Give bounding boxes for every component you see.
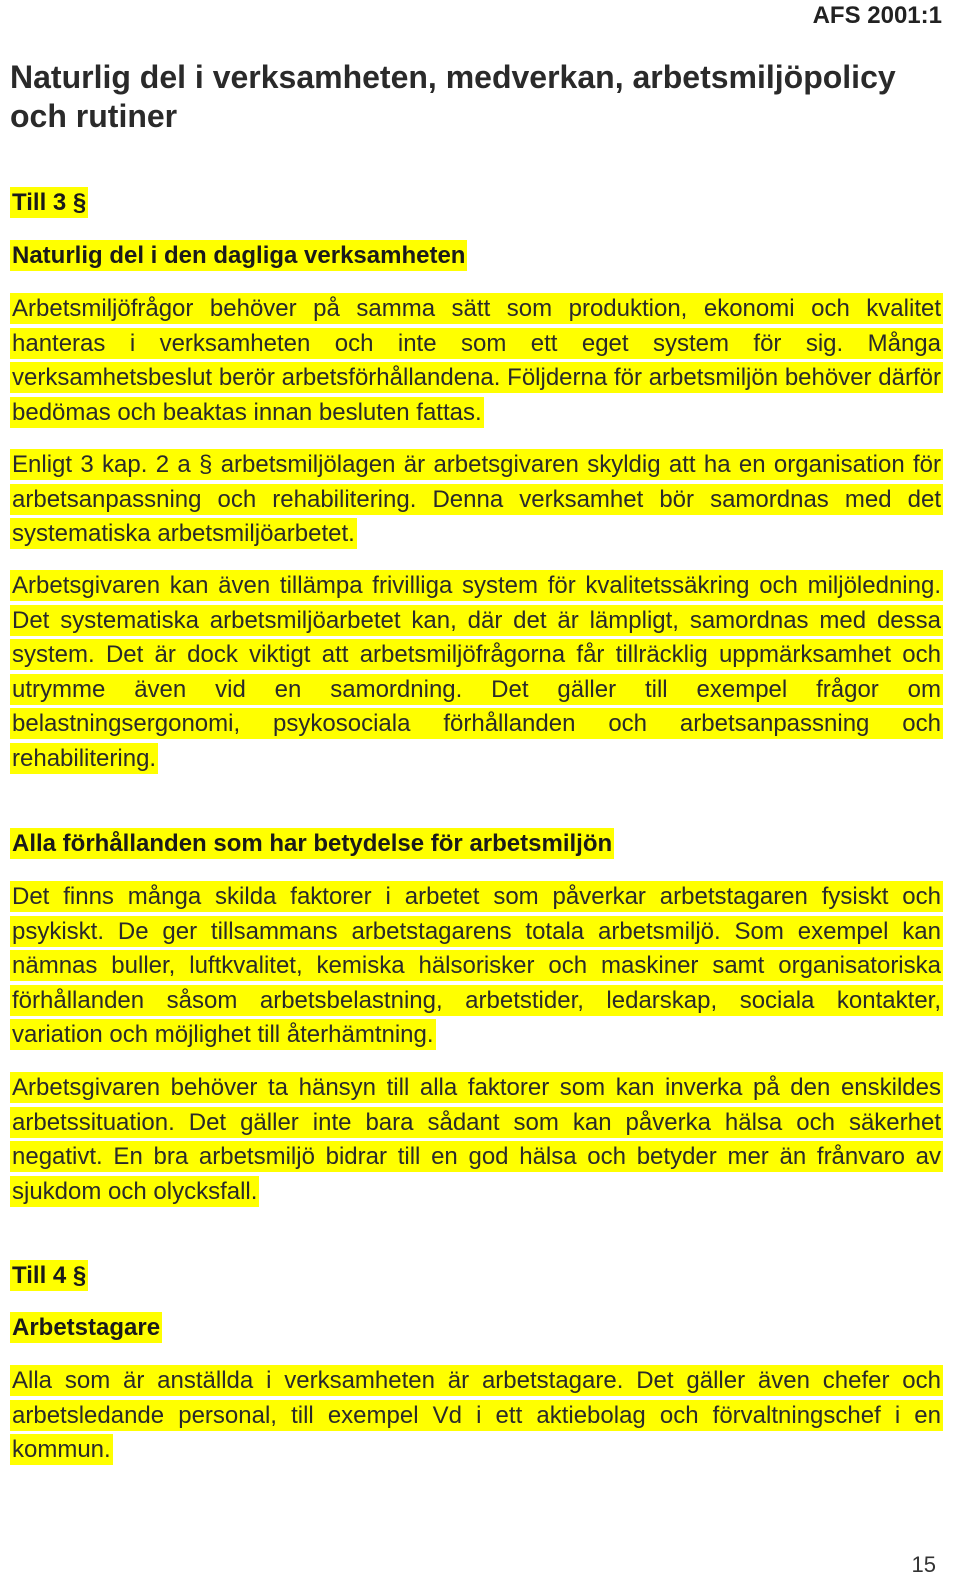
paragraph (10, 1364, 943, 1468)
section-marker-label: Till 4 § (12, 1262, 87, 1289)
paragraph (10, 1071, 943, 1209)
paragraph-text: Det finns många skilda faktorer i arbetet som påverkar arbetstagaren fysiskt och psykiskt. De ger tillsammans arbetstagarens totala arbetsmiljö. Som exempel kan nämnas buller, luftkvalitet, kemiska hälsorisker och maskiner samt organisatoriska förhållanden såsom arbetsbelastning, arbetstider, ledarskap, sociala kontakter, variation och möjlighet till återhämtning. (12, 883, 941, 1049)
paragraph (10, 448, 943, 552)
paragraph (10, 880, 943, 1053)
section-marker-label: Till 3 § (12, 189, 87, 216)
subheading-naturlig-del (10, 241, 943, 271)
paragraph-text: Alla som är anställda i verksamheten är arbetstagare. Det gäller även chefer och arbetsledande personal, till exempel Vd i ett aktiebolag och förvaltningschef i en kommun. (12, 1367, 941, 1464)
subheading-label: Alla förhållanden som har betydelse för arbetsmiljön (12, 830, 613, 857)
section-marker-till-4 (10, 1261, 943, 1291)
page-title: Naturlig del i verksamheten, medverkan, arbetsmiljöpolicy och rutiner (10, 59, 896, 134)
paragraph-text: Enligt 3 kap. 2 a § arbetsmiljölagen är arbetsgivaren skyldig att ha en organisation för arbetsanpassning och rehabilitering. Denna verksamhet bör samordnas med det systematiska arbetsmiljöarbetet. (12, 451, 941, 548)
paragraph-text: Arbetsgivaren behöver ta hänsyn till alla faktorer som kan inverka på den enskildes arbetssituation. Det gäller inte bara sådant som kan påverka hälsa och säkerhet negativt. En bra arbetsmiljö bidrar till en god hälsa och betyder mer än frånvaro av sjukdom och olycksfall. (12, 1074, 941, 1205)
subheading-arbetstagare (10, 1313, 943, 1343)
paragraph (10, 569, 943, 777)
page-number: 15 (911, 1552, 936, 1577)
document-code: AFS 2001:1 (812, 2, 942, 29)
subheading-alla-forhallanden (10, 829, 943, 859)
subheading-label: Arbetstagare (12, 1314, 161, 1341)
section-marker-till-3 (10, 188, 943, 218)
subheading-label: Naturlig del i den dagliga verksamheten (12, 242, 466, 269)
paragraph-text: Arbetsmiljöfrågor behöver på samma sätt som produktion, ekonomi och kvalitet hanteras i verksamheten och inte som ett eget system för sig. Många verksamhetsbeslut berör arbetsförhållandena. Följderna för arbetsmiljön behöver därför bedömas och beaktas innan besluten fattas. (12, 295, 941, 426)
paragraph (10, 292, 943, 430)
paragraph-text: Arbetsgivaren kan även tillämpa frivilliga system för kvalitetssäkring och miljöledning. Det systematiska arbetsmiljöarbetet kan, där det är lämpligt, samordnas med dessa system. Det är dock viktigt att arbetsmiljöfrågorna får tillräcklig uppmärksamhet och utrymme även vid en samordning. Det gäller till exempel frågor om belastningsergonomi, psykosociala förhållanden och arbetsanpassning och rehabilitering. (12, 572, 941, 772)
